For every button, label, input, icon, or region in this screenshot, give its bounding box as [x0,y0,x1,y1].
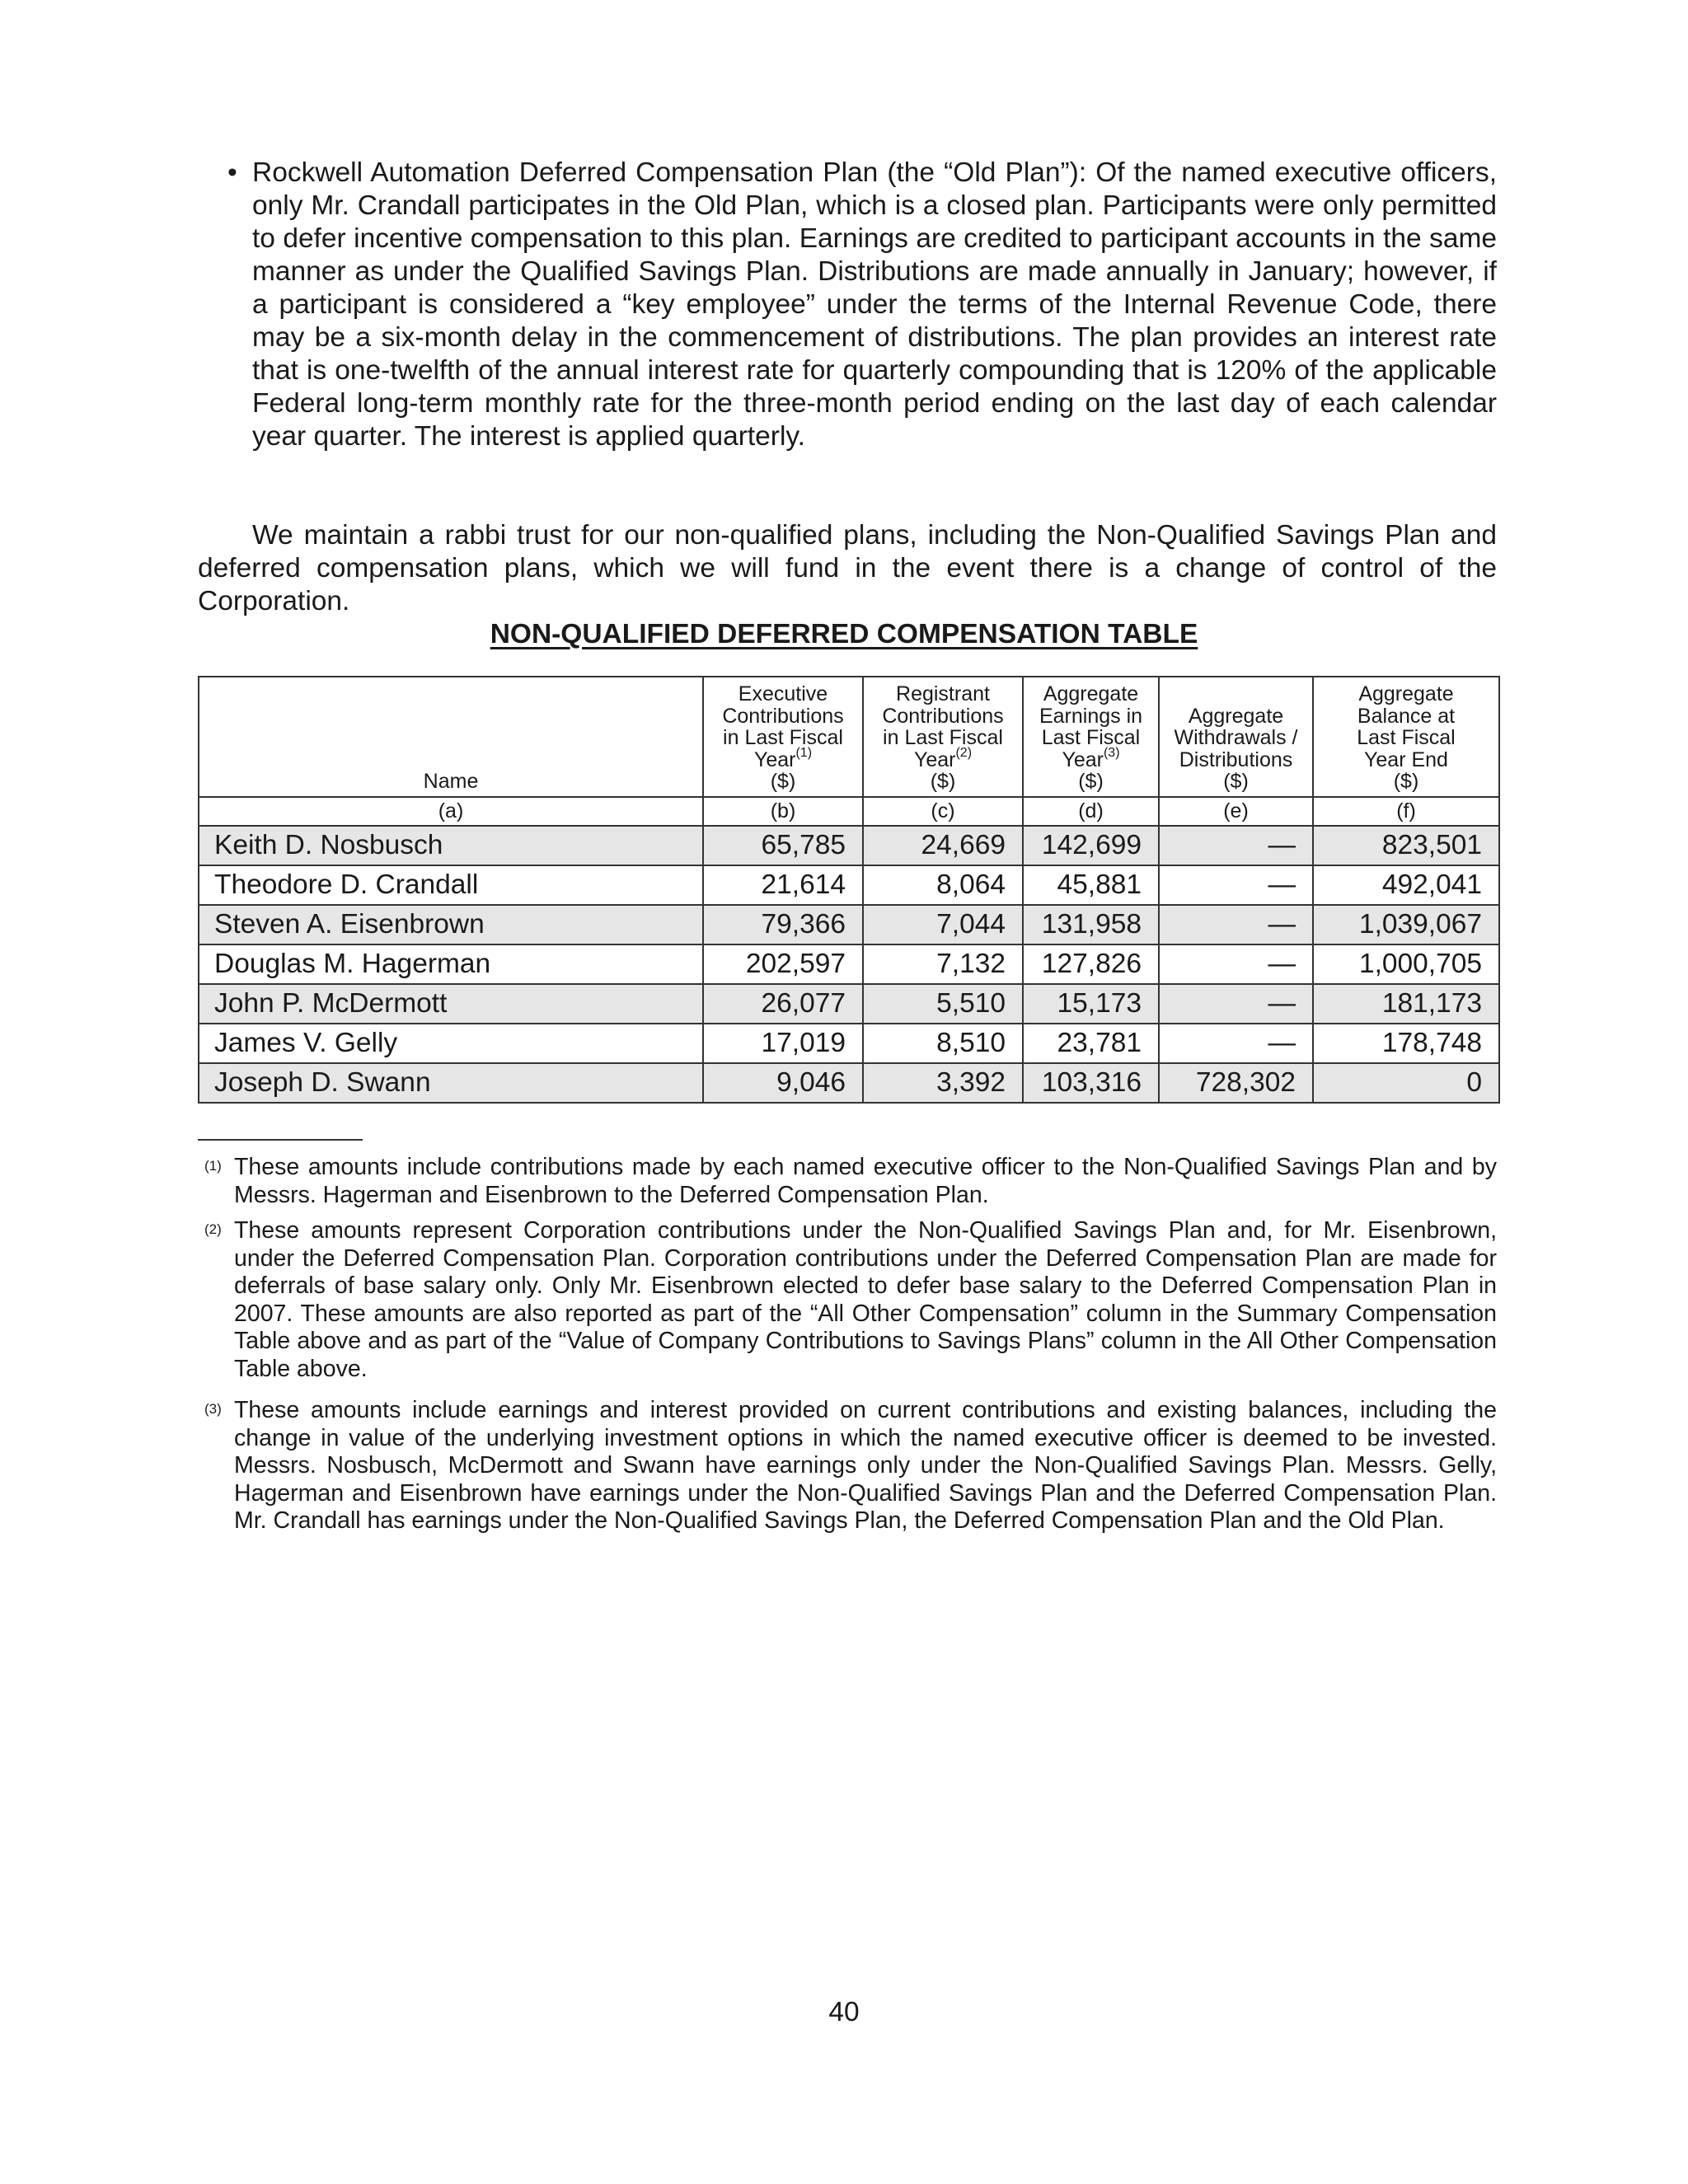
cell-value: 24,669 [863,826,1023,865]
bullet-mark: • [227,157,237,188]
table-row [199,826,1499,865]
footnote-3 [204,1397,1497,1535]
rabbi-trust-paragraph: We maintain a rabbi trust for our non-qualified plans, including the Non-Qualified Savings Plan and deferred compensation plans, which we will fund in the event there is a change of control of the Corporation. [198,520,1497,616]
col-header-aggregate-withdrawals: Aggregate Withdrawals / Distributions ($) [1159,677,1313,797]
cell-value: 127,826 [1023,944,1159,984]
cell-value: 202,597 [703,944,863,984]
deferred-compensation-table [198,676,1500,1104]
table-title-text: NON-QUALIFIED DEFERRED COMPENSATION TABLE [490,619,1198,649]
page-number: 40 [828,1997,860,2027]
executive-name: Joseph D. Swann [199,1063,703,1103]
cell-value: 8,510 [863,1024,1023,1063]
cell-value: — [1159,1024,1313,1063]
column-letter: (f) [1313,797,1499,826]
table-row [199,944,1499,984]
cell-value: 142,699 [1023,826,1159,865]
col-header-executive-contributions: Executive Contributions in Last Fiscal Year$^{(1)}$ ($) [703,677,863,797]
executive-name: Douglas M. Hagerman [199,944,703,984]
footnote-1 [204,1154,1497,1209]
col-header-registrant-contributions: Registrant Contributions in Last Fiscal Year$^{(2)}$ ($) [863,677,1023,797]
col-header-name: Name [199,677,703,797]
cell-value: 7,132 [863,944,1023,984]
old-plan-bullet [227,157,1497,453]
header-row [199,677,1499,797]
column-letter-row [199,797,1499,826]
cell-value: 103,316 [1023,1063,1159,1103]
old-plan-text: Rockwell Automation Deferred Compensation Plan (the “Old Plan”): Of the named executive officers, only Mr. Crandall participates in the Old Plan, which is a closed plan. Participants were only permitted to defer incentive compensation to this plan. Earnings are credited to participant accounts in the same manner as under the Qualified Savings Plan. Distributions are made annually in January; however, if a participant is considered a “key employee” under the terms of the Internal Revenue Code, there may be a six-month delay in the commencement of distributions. The plan provides an interest rate that is one-twelfth of the annual interest rate for quarterly compounding that is 120% of the applicable Federal long-term monthly rate for the three-month period ending on the last day of each calendar year quarter. The interest is applied quarterly. [252,157,1497,452]
cell-value: 5,510 [863,984,1023,1024]
footnote-text: These amounts represent Corporation contributions under the Non-Qualified Savings Plan and, for Mr. Eisenbrown, under the Deferred Compensation Plan. Corporation contributions under the Deferred Compensation Plan are made for deferrals of base salary only. Only Mr. Eisenbrown elected to defer base salary to the Deferred Compensation Plan in 2007. These amounts are also reported as part of the “All Other Compensation” column in the Summary Compensation Table above and as part of the “Value of Company Contributions to Savings Plans” column in the All Other Compensation Table above. [234,1217,1497,1382]
footnote-divider [198,1139,363,1141]
footnote-text: These amounts include earnings and interest provided on current contributions and existing balances, including the change in value of the underlying investment options in which the named executive officer is deemed to be invested. Messrs. Nosbusch, McDermott and Swann have earnings only under the Non-Qualified Savings Plan. Messrs. Gelly, Hagerman and Eisenbrown have earnings under the Non-Qualified Savings Plan and the Deferred Compensation Plan. Mr. Crandall has earnings under the Non-Qualified Savings Plan, the Deferred Compensation Plan and the Old Plan. [234,1397,1497,1534]
footnote-mark: (3) [204,1401,222,1417]
footnote-text: These amounts include contributions made by each named executive officer to the Non-Qualified Savings Plan and by Messrs. Hagerman and Eisenbrown to the Deferred Compensation Plan. [234,1154,1497,1208]
cell-value: 15,173 [1023,984,1159,1024]
table-title [0,618,1688,651]
column-letter: (c) [863,797,1023,826]
cell-value: — [1159,905,1313,944]
col-header-aggregate-earnings: Aggregate Earnings in Last Fiscal Year$^{(3)}$ ($) [1023,677,1159,797]
column-letter: (d) [1023,797,1159,826]
table-row [199,1063,1499,1103]
cell-value: 17,019 [703,1024,863,1063]
cell-value: 1,000,705 [1313,944,1499,984]
cell-value: 7,044 [863,905,1023,944]
cell-value: 8,064 [863,865,1023,905]
cell-value: 26,077 [703,984,863,1024]
cell-value: — [1159,944,1313,984]
executive-name: Theodore D. Crandall [199,865,703,905]
footnote-mark: (2) [204,1221,222,1237]
column-letter: (b) [703,797,863,826]
cell-value: 9,046 [703,1063,863,1103]
column-letter: (a) [199,797,703,826]
cell-value: 131,958 [1023,905,1159,944]
col-header-aggregate-balance: Aggregate Balance at Last Fiscal Year End ($) [1313,677,1499,797]
table-row [199,1024,1499,1063]
table-row [199,865,1499,905]
cell-value: — [1159,826,1313,865]
cell-value: 1,039,067 [1313,905,1499,944]
table-row [199,984,1499,1024]
cell-value: 0 [1313,1063,1499,1103]
cell-value: — [1159,984,1313,1024]
cell-value: 65,785 [703,826,863,865]
executive-name: Steven A. Eisenbrown [199,905,703,944]
cell-value: 178,748 [1313,1024,1499,1063]
cell-value: 79,366 [703,905,863,944]
executive-name: Keith D. Nosbusch [199,826,703,865]
cell-value: 21,614 [703,865,863,905]
executive-name: John P. McDermott [199,984,703,1024]
cell-value: 823,501 [1313,826,1499,865]
cell-value: 3,392 [863,1063,1023,1103]
cell-value: 23,781 [1023,1024,1159,1063]
cell-value: 45,881 [1023,865,1159,905]
cell-value: 728,302 [1159,1063,1313,1103]
table-row [199,905,1499,944]
footnote-mark: (1) [204,1158,222,1174]
executive-name: James V. Gelly [199,1024,703,1063]
footnote-2 [204,1217,1497,1383]
cell-value: — [1159,865,1313,905]
cell-value: 492,041 [1313,865,1499,905]
cell-value: 181,173 [1313,984,1499,1024]
column-letter: (e) [1159,797,1313,826]
